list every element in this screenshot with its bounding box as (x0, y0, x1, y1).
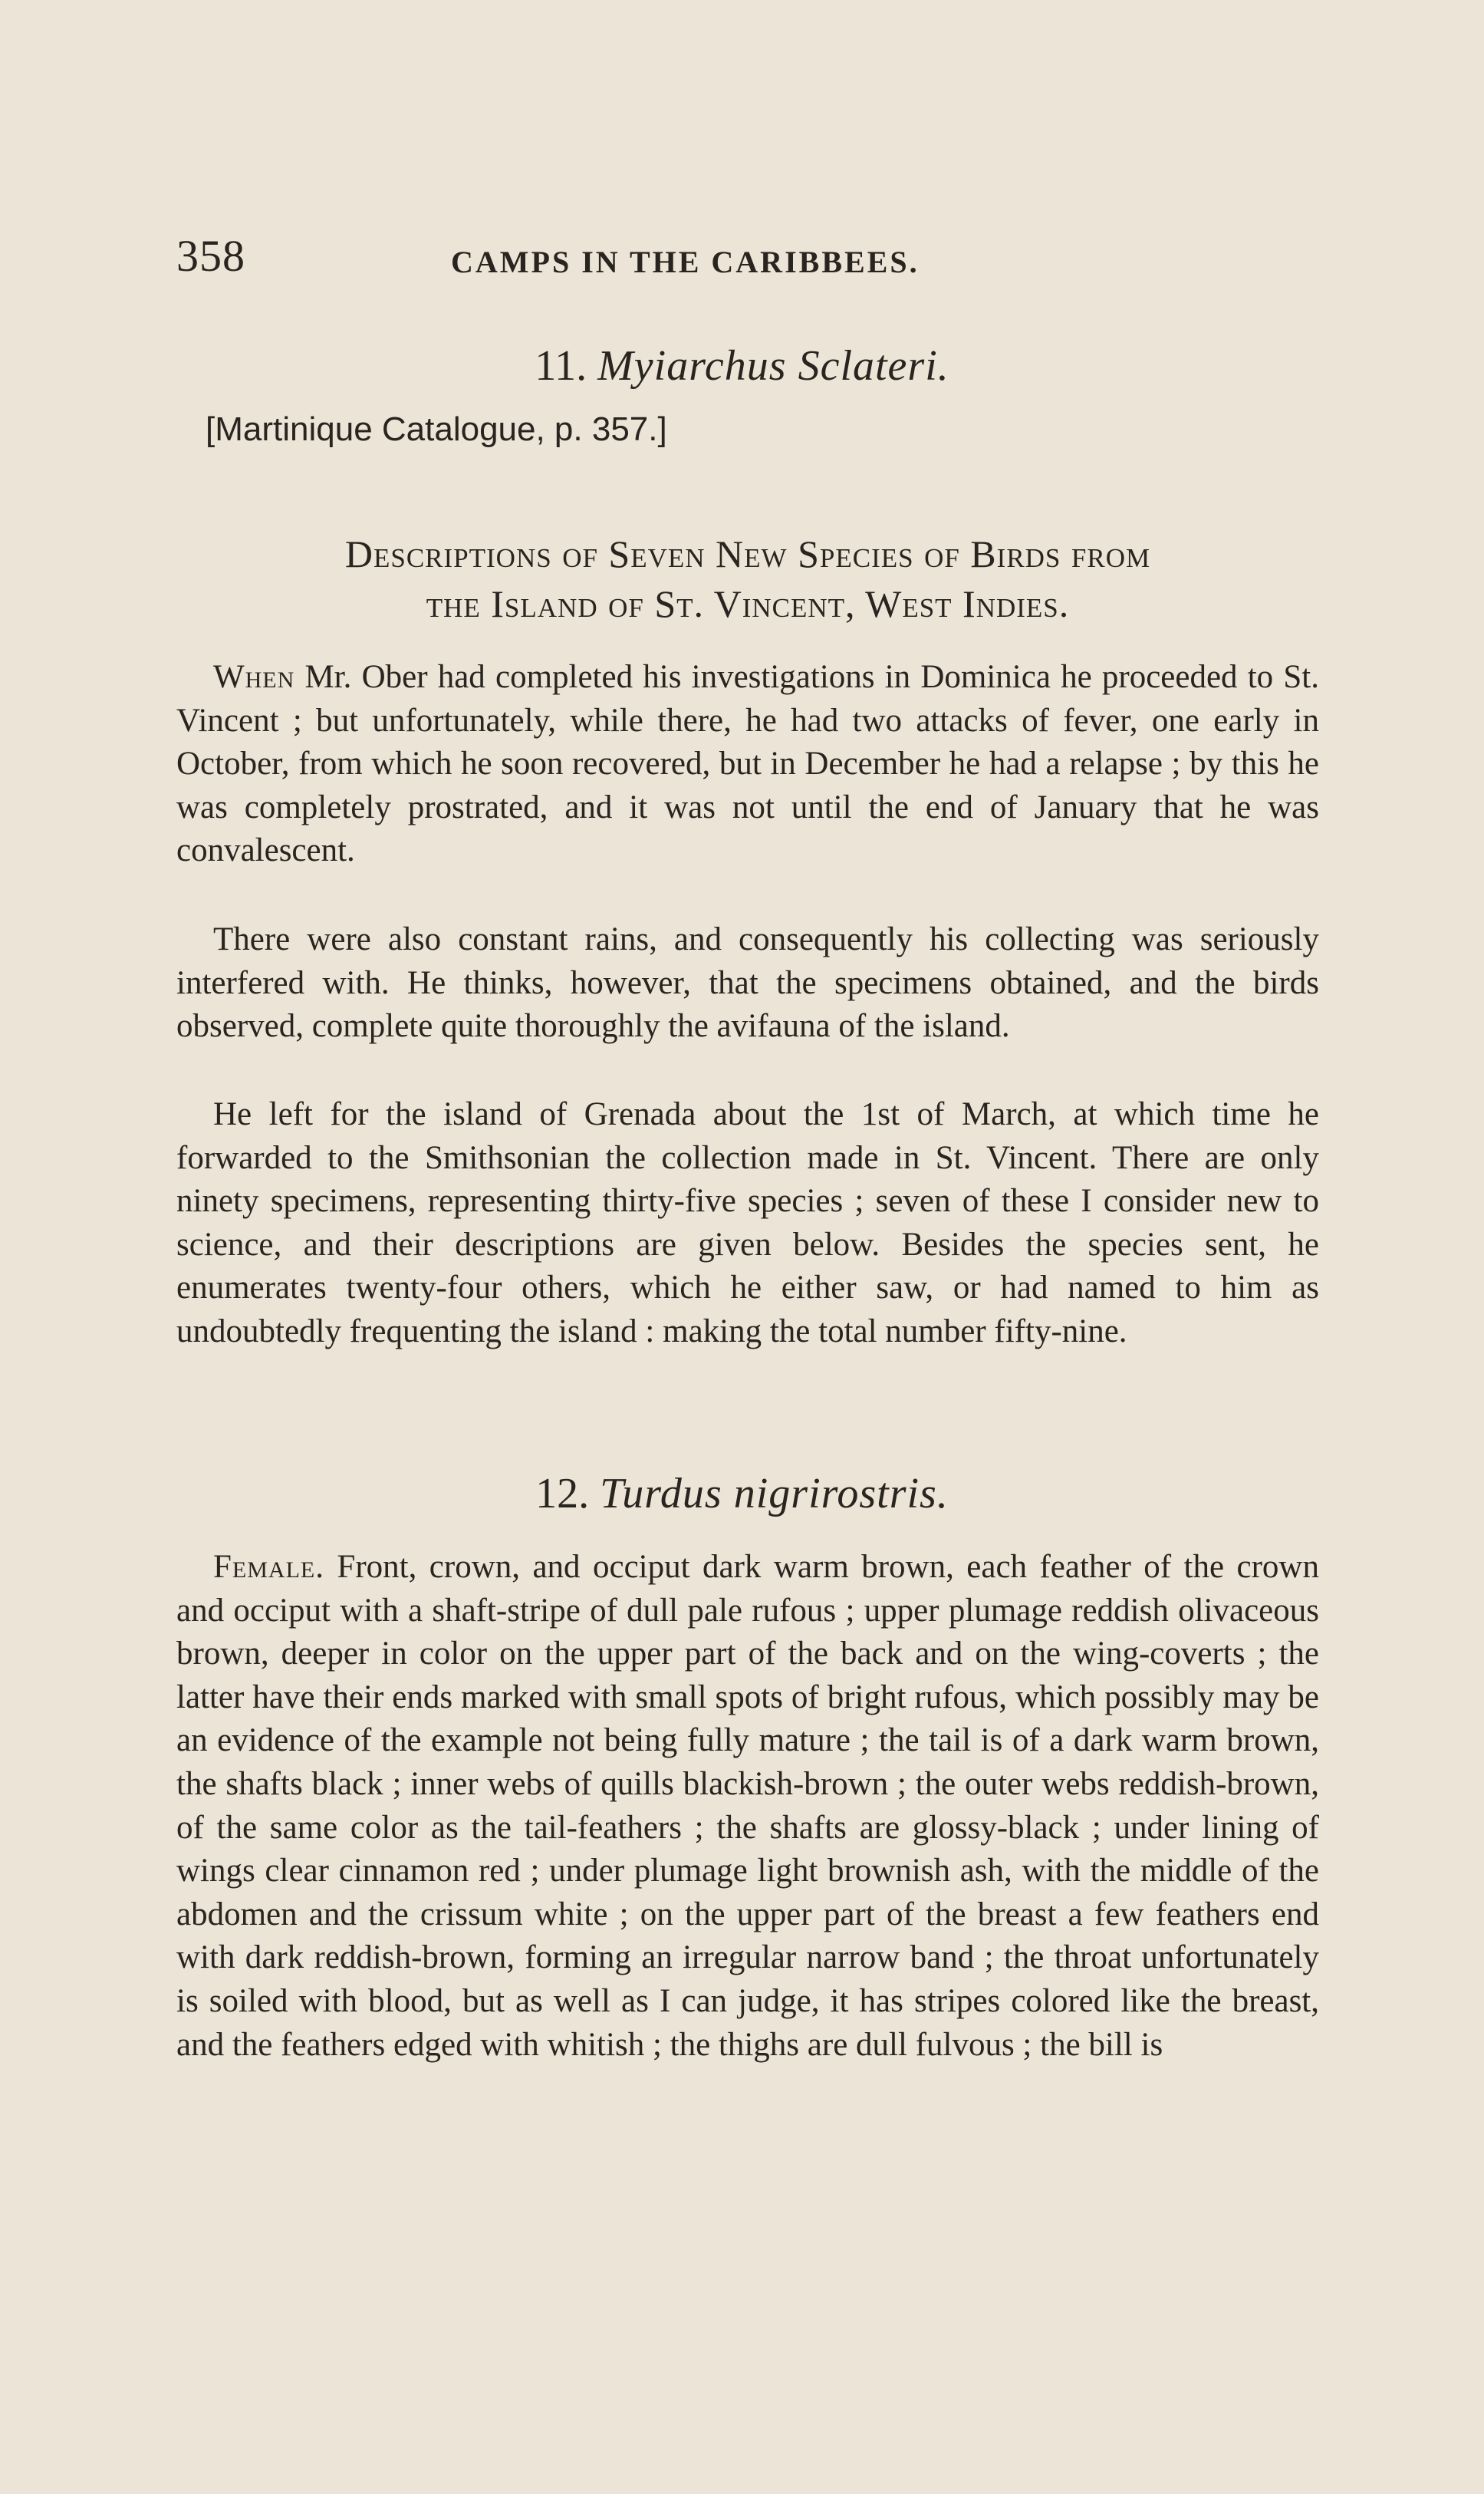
entry-12-species-name: Turdus nigrirostris. (600, 1470, 949, 1517)
paragraph-1-lead: When (213, 659, 295, 695)
entry-12-text: Front, crown, and occiput dark warm brown, each feather of the crown and occiput with a shaft-stripe of dull pale rufous ; upper plumage reddish olivaceous brown, deeper in color on the upper part of the back and on the wing-coverts ; the latter have their ends marked with small spots of bright rufous, which possibly may be an evidence of the example not being fully mature ; the tail is of a dark warm brown, the shafts black ; inner webs of quills blackish-brown ; the outer webs reddish-brown, of the same color as the tail-feathers ; the shafts are glossy-black ; under lining of wings clear cinnamon red ; under plumage light brownish ash, with the middle of the abdomen and the crissum white ; on the upper part of the breast a few feathers end with dark reddish-brown, forming an irregular narrow band ; the throat unfortunately is soiled with blood, but as well as I can judge, it has stripes colored like the breast, and the feathers edged with whitish ; the thighs are dull fulvous ; the bill is (176, 1549, 1319, 2063)
catalogue-reference: [Martinique Catalogue, p. 357.] (206, 410, 667, 448)
page-header (176, 230, 1319, 292)
section-title-line-1: Descriptions of Seven New Species of Birds from (344, 532, 1151, 575)
entry-12-heading (0, 1469, 1484, 1518)
paragraph-1 (176, 656, 1319, 873)
section-title-line-2: the Island of St. Vincent, West Indies. (426, 582, 1070, 625)
entry-12-description (176, 1546, 1319, 2067)
paragraph-1-text: Mr. Ober had completed his investigations in Dominica he proceeded to St. Vincent ; but unfortunately, while there, he had two attacks of fever, one early in October, from which he soon recovered, but in December he had a relapse ; by this he was completely prostrated, and it was not until the end of January that he was convalescent. (176, 659, 1319, 869)
running-title: CAMPS IN THE CARIBBEES. (451, 245, 920, 279)
paragraph-2: There were also constant rains, and consequently his collecting was seriously interfered with. He thinks, however, that the specimens obtained, and the birds observed, complete quite thoroughly the avifauna of the island. (176, 921, 1319, 1045)
paragraph-3: He left for the island of Grenada about the 1st of March, at which time he forwarded to the Smithsonian the collection made in St. Vincent. There are only ninety specimens, representing thirty-five species ; seven of these I consider new to science, and their descriptions are given below. Besides the species sent, he enumerates twenty-four others, which he either saw, or had named to him as undoubtedly frequenting the island : making the total number fifty-nine. (176, 1096, 1319, 1349)
entry-11-number: 11. (535, 342, 587, 390)
page-number: 358 (176, 231, 245, 281)
entry-11-species-name: Myiarchus Sclateri. (597, 342, 949, 390)
entry-11-heading (0, 341, 1484, 390)
section-title (176, 529, 1319, 629)
entry-12-lead: Female. (213, 1549, 324, 1585)
entry-12-number: 12. (535, 1470, 590, 1517)
